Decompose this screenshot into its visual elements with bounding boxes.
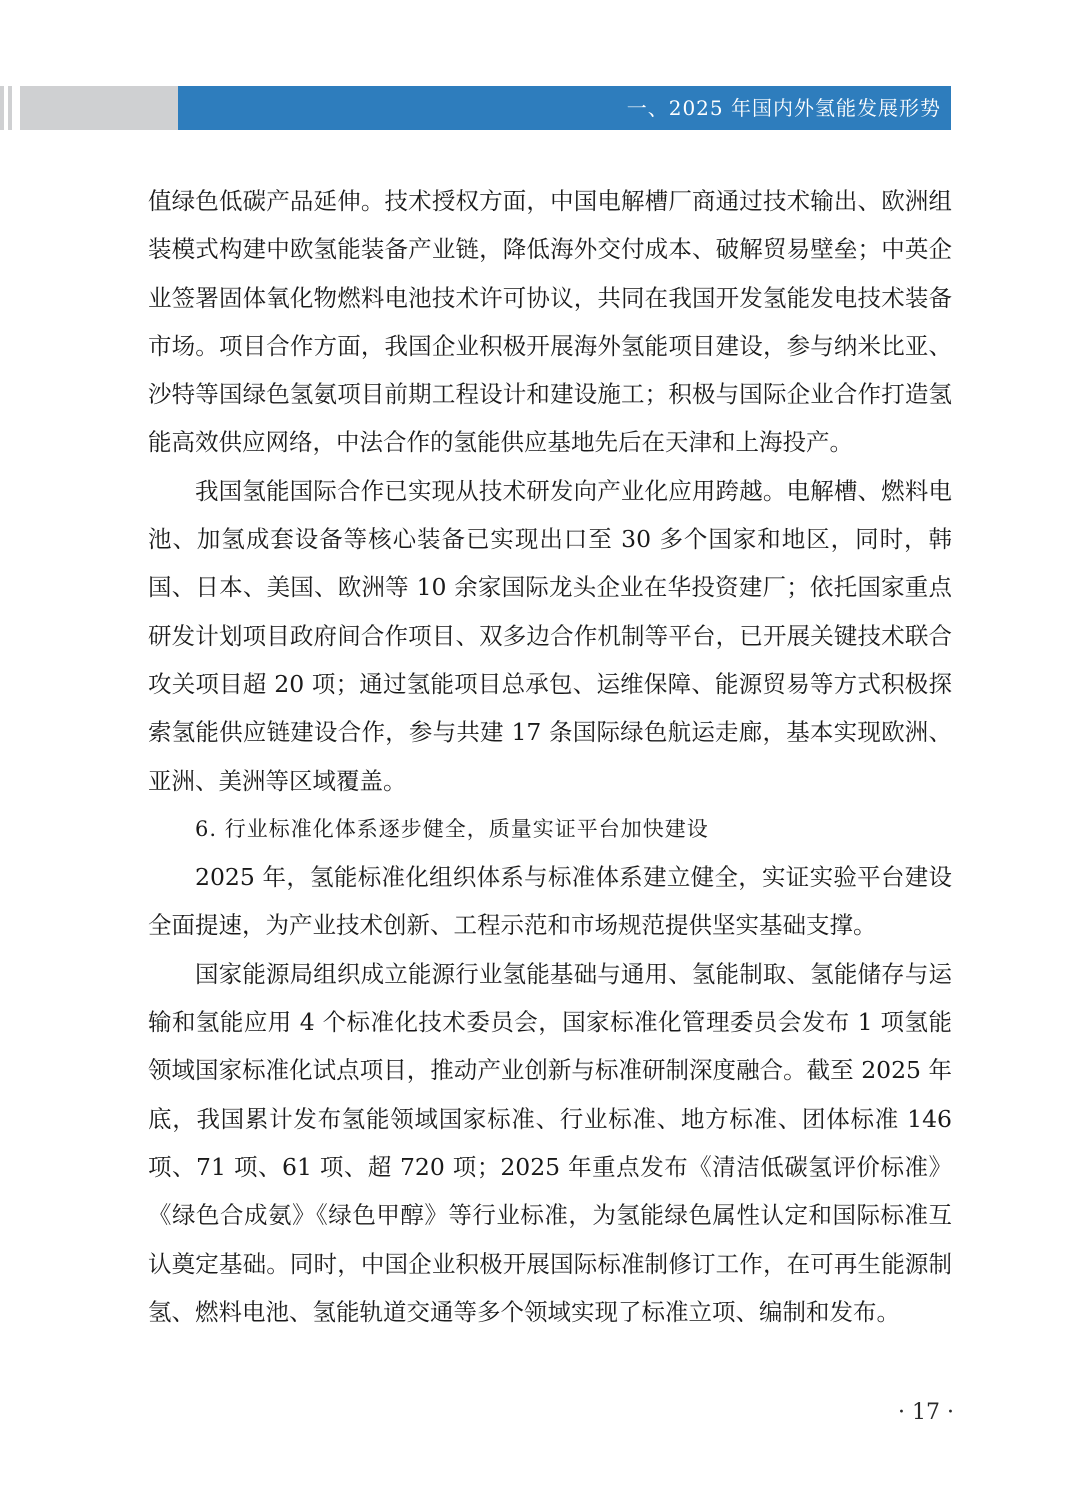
section-heading: 6. 行业标准化体系逐步健全，质量实证平台加快建设 [195,816,709,841]
header-stripe [8,86,12,130]
header-blue-band [178,86,951,130]
chapter-title: 一、2025 年国内外氢能发展形势 [626,96,941,120]
paragraph-standards-detail: 国家能源局组织成立能源行业氢能基础与通用、氢能制取、氢能储存与运输和氢能应用 4 个标准化技术委员会，国家标准化管理委员会发布 1 项氢能领域国家标准化试点项目，推动产业创新与标准研制深度融合。截至 2025 年底，我国累计发布氢能领域国家标准、行业标准、地方标准、团体标准 146 项、71 项、61 项、超 720 项；2025 年重点发布《清洁低碳氢评价标准》《绿色合成氨》《绿色甲醇》等行业标准，为氢能绿色属性认定和国际标准互认奠定基础。同时，中国企业积极开展国际标准制修订工作，在可再生能源制氢、燃料电池、氢能轨道交通等多个领域实现了标准立项、编制和发布。 [148,959,952,1326]
running-header [0,86,951,130]
header-gray-block [20,86,178,130]
page-number: · 17 · [898,1400,954,1425]
paragraph-international-cooperation: 我国氢能国际合作已实现从技术研发向产业化应用跨越。电解槽、燃料电池、加氢成套设备等核心装备已实现出口至 30 多个国家和地区，同时，韩国、日本、美国、欧洲等 10 余家国际龙头企业在华投资建厂；依托国家重点研发计划项目政府间合作项目、双多边合作机制等平台，已开展关键技术联合攻关项目超 20 项；通过氢能项目总承包、运维保障、能源贸易等方式积极探索氢能供应链建设合作，参与共建 17 条国际绿色航运走廊，基本实现欧洲、亚洲、美洲等区域覆盖。 [148,476,952,795]
header-stripe [0,86,4,130]
paragraph-standards-intro: 2025 年，氢能标准化组织体系与标准体系建立健全，实证实验平台建设全面提速，为产业技术创新、工程示范和市场规范提供坚实基础支撑。 [148,863,952,940]
body-text [148,177,952,1336]
paragraph-continuation: 值绿色低碳产品延伸。技术授权方面，中国电解槽厂商通过技术输出、欧洲组装模式构建中欧氢能装备产业链，降低海外交付成本、破解贸易壁垒；中英企业签署固体氧化物燃料电池技术许可协议，共同在我国开发氢能发电技术装备市场。项目合作方面，我国企业积极开展海外氢能项目建设，参与纳米比亚、沙特等国绿色氢氨项目前期工程设计和建设施工；积极与国际企业合作打造氢能高效供应网络，中法合作的氢能供应基地先后在天津和上海投产。 [148,187,952,457]
